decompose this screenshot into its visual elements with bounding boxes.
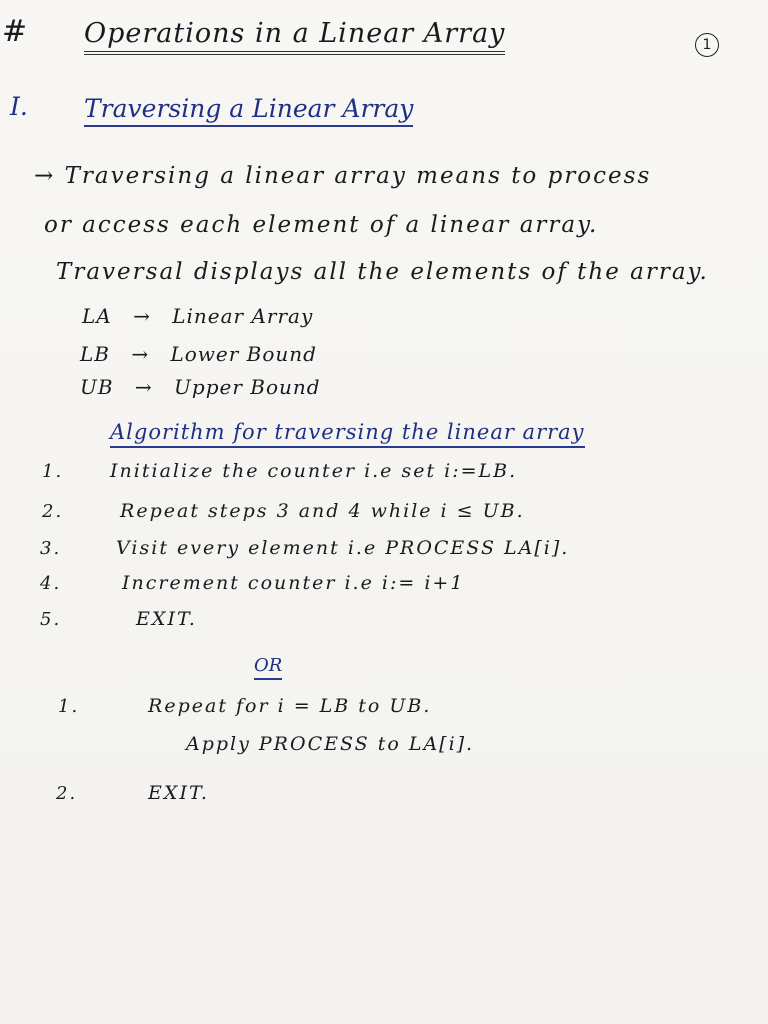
step-text: Repeat steps 3 and 4 while i ≤ UB.	[120, 500, 525, 522]
step-text: Initialize the counter i.e set i:=LB.	[110, 460, 518, 482]
paragraph-line-1: → Traversing a linear array means to process	[34, 163, 652, 189]
step-number: 1.	[58, 696, 80, 717]
paragraph-line-2: or access each element of a linear array.	[44, 212, 599, 238]
step-number: 3.	[40, 538, 62, 559]
step-text: EXIT.	[136, 608, 197, 630]
step-number: 5.	[40, 609, 62, 630]
section-numeral: I.	[10, 92, 28, 121]
or-label: OR	[254, 655, 282, 680]
arrow-icon: →	[133, 304, 151, 328]
page-number: 1	[702, 37, 712, 53]
definition-meaning: Upper Bound	[174, 375, 321, 399]
definition-abbr: LA	[82, 304, 112, 328]
step-text: Visit every element i.e PROCESS LA[i].	[116, 537, 570, 559]
algorithm-step	[42, 500, 525, 522]
page-number-badge	[695, 33, 719, 57]
alternative-step	[56, 782, 209, 804]
definition-row	[82, 304, 313, 328]
definition-abbr: LB	[80, 342, 110, 366]
step-text: Repeat for i = LB to UB.	[148, 695, 432, 717]
page-title: Operations in a Linear Array	[84, 18, 505, 55]
alternative-step	[186, 733, 474, 755]
step-number: 2.	[56, 783, 78, 804]
step-number: 4.	[40, 573, 62, 594]
definition-abbr: UB	[80, 375, 114, 399]
algorithm-step	[40, 537, 569, 559]
section-heading: Traversing a Linear Array	[84, 94, 413, 127]
hash-mark: #	[2, 14, 28, 49]
step-text: Apply PROCESS to LA[i].	[186, 733, 475, 755]
definition-row	[80, 375, 321, 399]
algorithm-step	[42, 460, 517, 482]
alternative-step	[58, 695, 431, 717]
step-text: Increment counter i.e i:= i+1	[122, 572, 465, 594]
step-text: EXIT.	[148, 782, 209, 804]
arrow-icon: →	[131, 342, 150, 366]
paragraph-line-3: Traversal displays all the elements of the array.	[56, 259, 709, 285]
step-number: 1.	[42, 461, 64, 482]
arrow-icon: →	[134, 375, 153, 399]
definition-row	[80, 342, 317, 366]
algorithm-step	[40, 608, 197, 630]
algorithm-heading: Algorithm for traversing the linear array	[110, 420, 585, 448]
definition-meaning: Linear Array	[172, 304, 314, 328]
step-number: 2.	[42, 501, 64, 522]
algorithm-step	[40, 572, 464, 594]
definition-meaning: Lower Bound	[170, 342, 317, 366]
